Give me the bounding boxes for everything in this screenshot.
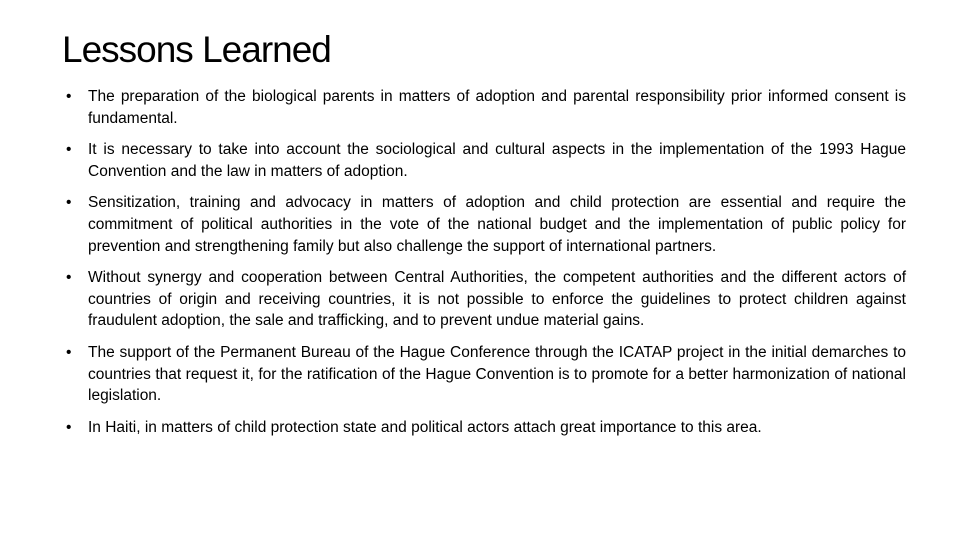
bullet-text: The support of the Permanent Bureau of the Hague Conference through the ICATAP project in the initial demarches to countries that request it, for the ratification of the Hague Convention is to promote for a better harmonization of national legislation. (88, 343, 906, 405)
bullet-item (66, 267, 906, 332)
bullet-text: Sensitization, training and advocacy in matters of adoption and child protection are essential and require the commitment of political authorities in the vote of the national budget and the implementation of public policy for prevention and strengthening family but also challenge the support of international partners. (88, 194, 906, 255)
bullet-dot-icon: • (66, 418, 72, 436)
bullet-dot-icon: • (66, 343, 72, 361)
bullet-dot-icon: • (66, 194, 72, 212)
bullet-list (66, 86, 906, 448)
bullet-item (66, 139, 906, 182)
bullet-item (66, 86, 906, 129)
bullet-text: In Haiti, in matters of child protection state and political actors attach great importance to this area. (88, 418, 762, 436)
bullet-text: The preparation of the biological parents in matters of adoption and parental responsibility prior informed consent is fundamental. (88, 88, 906, 127)
bullet-text: It is necessary to take into account the sociological and cultural aspects in the implementation of the 1993 Hague Convention and the law in matters of adoption. (88, 141, 906, 180)
bullet-dot-icon: • (66, 88, 72, 105)
bullet-item (66, 417, 906, 439)
bullet-item (66, 342, 906, 407)
bullet-text: Without synergy and cooperation between Central Authorities, the competent authorities and the different actors of countries of origin and receiving countries, it is not possible to enforce the guidelines to protect children against fraudulent adoption, the sale and trafficking, and to prevent undue material gains. (88, 269, 906, 330)
slide-title: Lessons Learned (62, 29, 331, 70)
bullet-dot-icon: • (66, 269, 72, 287)
bullet-item (66, 192, 906, 257)
bullet-dot-icon: • (66, 141, 72, 159)
